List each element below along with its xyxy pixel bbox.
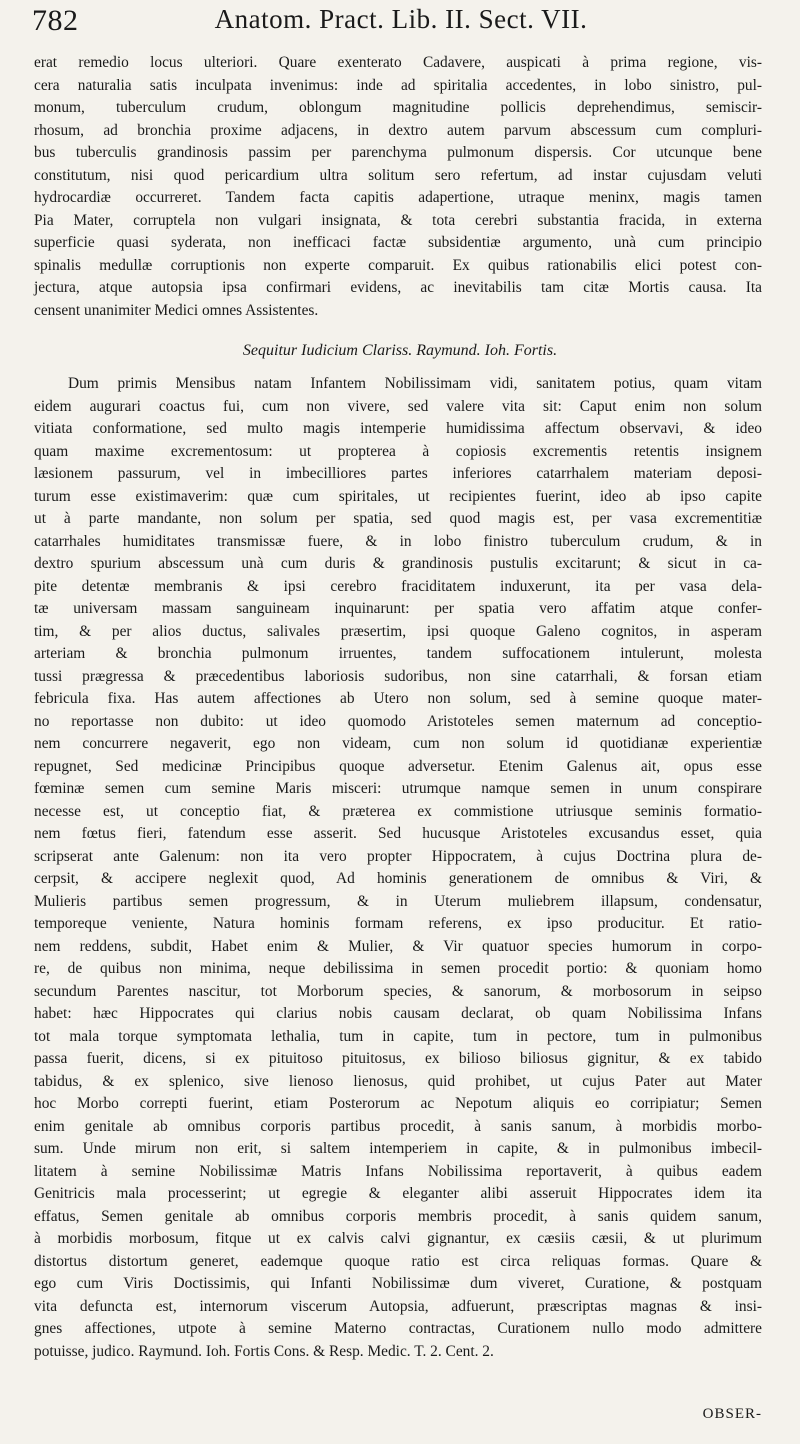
text-line: pite detentæ membranis & ipsi cerebro fraciditatem induxerunt, ita per vasa dela- <box>34 577 762 595</box>
text-line: hydrocardiæ occurreret. Tandem facta capitis adapertione, utraque meninx, magis tamen <box>34 189 762 206</box>
text-line: habet: hæc Hippocrates qui clarius nobis causam declarat, ob quam Nobilissima Infans <box>34 1005 762 1022</box>
text-block-judgement <box>34 373 762 1363</box>
text-line: temporeque veniente, Natura hominis formam referens, ex ipso producitur. Et ratio- <box>34 915 762 932</box>
text-line: tæ universam massam sanguineam inquinarunt: per spatia vero affatim atque confer- <box>34 600 762 617</box>
text-line: fœminæ semen cum semine Maris misceri: utrumque namque semen in unum conspirare <box>34 780 762 797</box>
text-line: ego cum Viris Doctissimis, qui Infanti Nobilissimæ dum viveret, Curatione, & postquam <box>34 1275 762 1292</box>
text-line: passa fuerit, dicens, si ex pituitoso pituitosus, ex bilioso biliosus gignitur, & ex tabido <box>34 1050 762 1067</box>
text-line: hoc Morbo correpti fuerint, etiam Posterorum ac Nepotum aliquis eo corripiatur; Semen <box>34 1095 762 1112</box>
text-line: nem reddens, subdit, Habet enim & Mulier, & Vir quatuor species humorum in corpo- <box>34 937 762 955</box>
text-line: catarrhales humiditates transmissæ fuere, & in lobo finistro tuberculum crudum, & in <box>34 532 762 550</box>
text-line: constitutum, nisi quod pericardium ultra solitum sero refertum, ad instar cujusdam veluti <box>34 166 762 184</box>
section-subheading: Sequitur Iudicium Clariss. Raymund. Ioh. Fortis. <box>242 342 558 359</box>
text-line: bus tuberculis grandinosis passim per parenchyma pulmonum dispersis. Cor utcunque bene <box>34 144 762 161</box>
text-line: litatem à semine Nobilissimæ Matris Infans Nobilissima reportaverit, à quibus eadem <box>34 1162 762 1180</box>
text-line: no reportasse non dubito: ut ideo quomodo Aristoteles semen maternum ad conceptio- <box>34 712 762 730</box>
text-line: Genitricis mala processerint; ut egregie & eleganter alibi asseruit Hippocrates idem ita <box>34 1185 762 1202</box>
text-line: nem concurrere negaverit, ego non videam, cum non solum id quotidianæ experientiæ <box>34 735 762 752</box>
text-line: turum esse existimaverim: quæ cum spiritales, ut recipientes fuerint, ideo ab ipso capite <box>34 487 762 505</box>
text-line: tussi prægressa & præcedentibus laboriosis sudoribus, non sine catarrhali, & forsan etiam <box>34 667 762 685</box>
text-line: Mulieris partibus semen progressum, & in Uterum muliebrem illapsum, condensatur, <box>34 892 762 910</box>
text-line: cera naturalia satis inculpata invenimus: inde ad spiritalia accedentes, in lobo sinistro, pul- <box>34 76 762 94</box>
text-line: distortus distortum generet, eademque quoque ratio est circa reliquas formas. Quare & <box>34 1252 762 1270</box>
catchword: OBSER- <box>702 1406 762 1422</box>
text-line: necesse est, ut conceptio fiat, & præterea ex commistione utriusque seminis formatio- <box>34 802 762 820</box>
text-line: læsionem passurum, vel in imbecilliores partes inferiores catarrhalem materiam deposi- <box>34 465 762 482</box>
text-line: monum, tuberculum crudum, oblongum magnitudine pollicis deprehendimus, semiscir- <box>34 99 762 116</box>
text-line: febricula fixa. Has autem affectiones ab Utero non solum, sed à semine quoque mater- <box>34 690 762 707</box>
text-line: vita defuncta est, internorum viscerum Autopsia, adfuerunt, præscriptas magnas & insi- <box>34 1297 762 1315</box>
text-line: tim, & per alios ductus, salivales præsertim, ipsi quoque Galeno cognitos, in asperam <box>34 622 762 640</box>
text-line: à morbidis morbosum, fitque ut ex calvis calvi gignantur, ex cæsiis cæsii, & ut plurimum <box>34 1230 762 1247</box>
text-line: repugnet, Sed medicinæ Principibus quoque adversetur. Etenim Galenus ait, opus esse <box>34 757 762 775</box>
text-line: superficie quasi syderata, non inefficaci factæ subsidentiæ argumento, unà cum principio <box>34 234 762 251</box>
text-line: effatus, Semen genitale ab omnibus corporis membris procedit, à sanis quidem sanum, <box>34 1207 762 1225</box>
text-line: rhosum, ad bronchia proxime adjacens, in dextro autem parvum abscessum cum compluri- <box>34 121 762 139</box>
page-header <box>32 4 770 44</box>
text-line: enim genitale ab omnibus corporis partibus procedit, à sanis sanum, à morbidis morbo- <box>34 1117 762 1135</box>
text-line: tabidus, & ex splenico, sive lienoso lienosus, quid prohibet, ut cujus Pater aut Mater <box>34 1072 762 1090</box>
text-line: spinalis medullæ corruptionis non experte comparuit. Ex quibus rationabilis elici potest con- <box>34 256 762 274</box>
text-line: quam maxime excrementosum: ut propterea à copiosis excrementis retentis insignem <box>34 442 762 460</box>
text-line: dextro spurium abscessum unà cum duris & grandinosis pustulis excitarunt; & sicut in ca- <box>34 555 762 572</box>
text-line: jectura, atque autopsia ipsa confirmari evidens, ac inevitabilis tam citæ Mortis causa. Ita <box>34 279 762 296</box>
text-block-autopsy-report <box>34 52 762 322</box>
text-line: eidem augurari coactus fui, cum non vivere, sed valere vita sit: Caput enim non solum <box>34 397 762 415</box>
text-line: scripserat ante Galenum: non ita vero propter Hippocratem, à cujus Doctrina plura de- <box>34 847 762 865</box>
text-line: potuisse, judico. Raymund. Ioh. Fortis Cons. & Resp. Medic. T. 2. Cent. 2. <box>34 1342 494 1360</box>
text-line: cerpsit, & accipere neglexit quod, Ad hominis generationem de omnibus & Viri, & <box>34 870 762 887</box>
text-line: tot mala torque symptomata lethalia, tum in capite, tum in pectore, tum in pulmonibus <box>34 1027 762 1045</box>
text-line: Pia Mater, corruptela non vulgari insignata, & tota cerebri substantia fracida, in externa <box>34 211 762 229</box>
page-number: 782 <box>32 4 79 37</box>
text-line: sum. Unde mirum non erit, si saltem intemperiem in capite, & in pulmonibus imbecil- <box>34 1140 762 1157</box>
text-line: Dum primis Mensibus natam Infantem Nobilissimam vidi, sanitatem potius, quam vitam <box>68 375 762 392</box>
text-line: secundum Parentes nascitur, tot Morborum species, & sanorum, & morbosorum in seipso <box>34 982 762 1000</box>
text-line: erat remedio locus ulteriori. Quare exenterato Cadavere, auspicati à prima regione, vis- <box>34 54 762 71</box>
text-line: re, de quibus non minima, neque debilissima in semen procedit portio: & quoniam homo <box>34 960 762 977</box>
text-line: ut à parte mandante, non solum per spatia, sed quod magis est, per vasa excrementitiæ <box>34 510 762 527</box>
text-line: arteriam & bronchia pulmonum irruentes, tandem suffocationem intulerunt, molesta <box>34 645 762 662</box>
text-line: gnes affectiones, utpote à semine Materno contractas, Curationem nullo modo admittere <box>34 1320 762 1337</box>
text-line: vitiata conformatione, sed multo magis intemperie humidissima affectum observavi, & ideo <box>34 420 762 437</box>
running-head: Anatom. Pract. Lib. II. Sect. VII. <box>214 4 588 34</box>
text-line: censent unanimiter Medici omnes Assistentes. <box>34 301 319 319</box>
text-line: nem fœtus fieri, fatendum esse asserit. Sed hucusque Aristoteles excusandus esset, quia <box>34 825 762 842</box>
